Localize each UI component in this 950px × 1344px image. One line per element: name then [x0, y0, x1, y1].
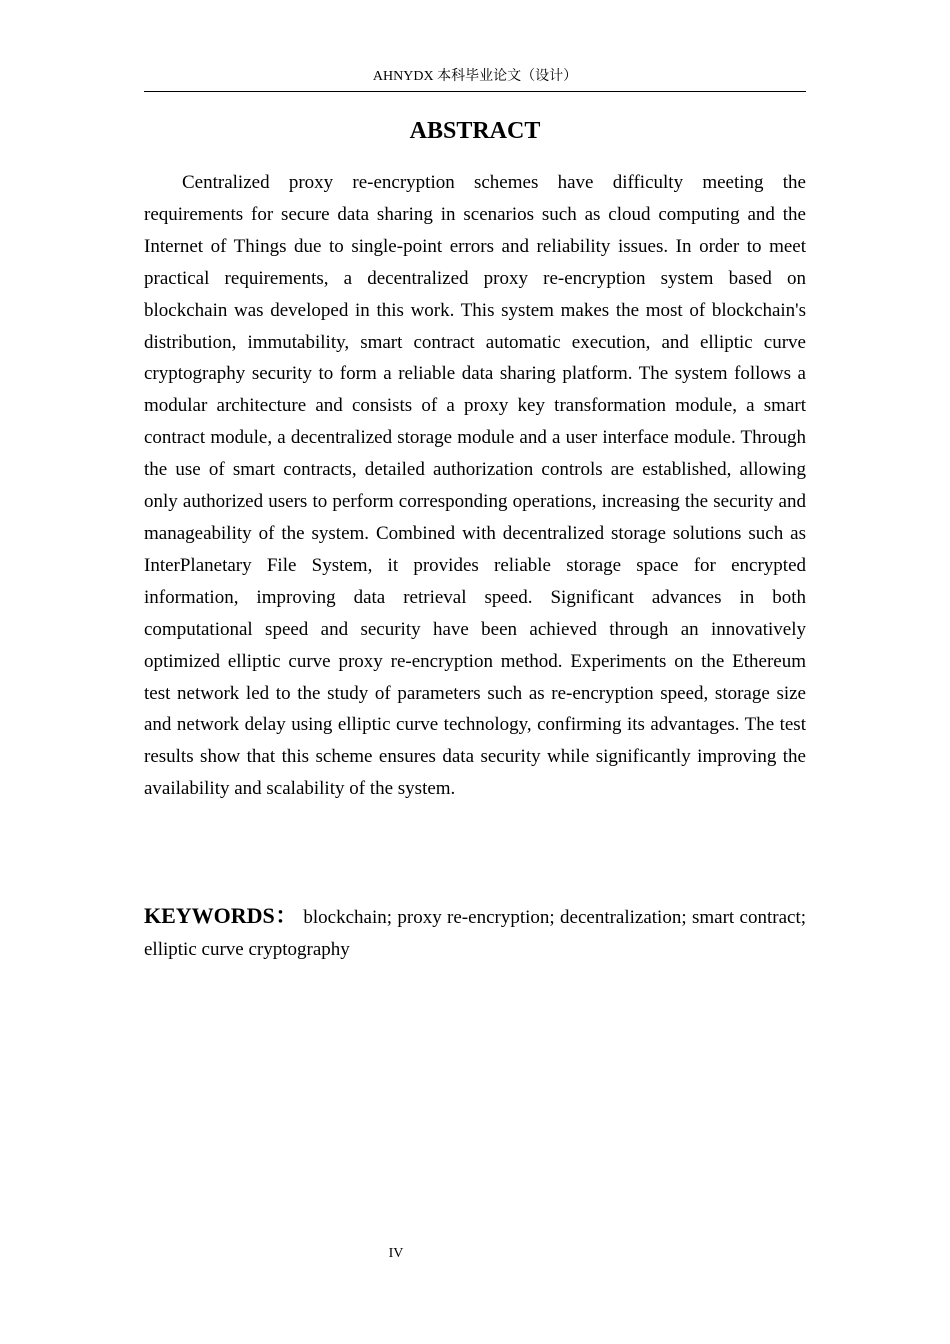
keywords-paragraph — [144, 900, 806, 966]
keywords-text: blockchain; proxy re-encryption; decentralization; smart contract; elliptic curve cryptography — [144, 907, 806, 960]
abstract-title: ABSTRACT — [409, 118, 541, 144]
abstract-body: Centralized proxy re-encryption schemes have difficulty meeting the requirements for secure data sharing in scenarios such as cloud computing and the Internet of Things due to single-point errors and reliability issues. In order to meet practical requirements, a decentralized proxy re-encryption system based on blockchain was developed in this work. This system makes the most of blockchain's distribution, immutability, smart contract automatic execution, and elliptic curve cryptography security to form a reliable data sharing platform. The system follows a modular architecture and consists of a proxy key transformation module, a smart contract module, a decentralized storage module and a user interface module. Through the use of smart contracts, detailed authorization controls are established, allowing only authorized users to perform corresponding operations, increasing the security and manageability of the system. Combined with decentralized storage solutions such as InterPlanetary File System, it provides reliable storage space for encrypted information, improving data retrieval speed. Significant advances in both computational speed and security have been achieved through an innovatively optimized elliptic curve proxy re-encryption method. Experiments on the Ethereum test network led to the study of parameters such as re-encryption speed, storage size and network delay using elliptic curve technology, confirming its advantages. The test results show that this scheme ensures data security while significantly improving the availability and scalability of the system. — [144, 172, 806, 800]
page-number: IV — [388, 1246, 404, 1261]
running-header: AHNYDX 本科毕业论文（设计） — [372, 69, 578, 84]
header-rule — [144, 91, 806, 92]
keywords-label: KEYWORDS： — [144, 903, 299, 928]
